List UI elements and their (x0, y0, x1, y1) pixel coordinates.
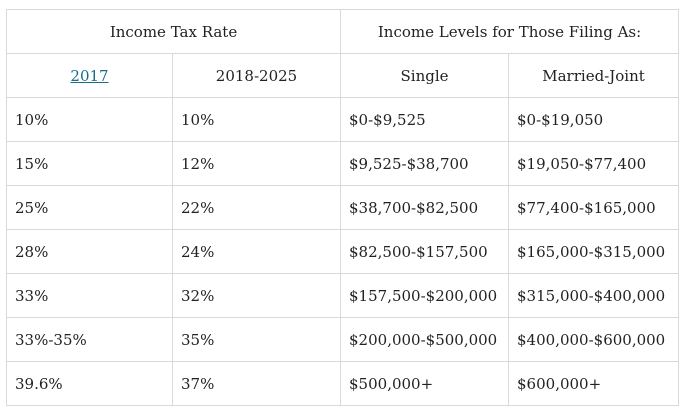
cell-married-joint: $315,000-$400,000 (509, 274, 679, 318)
cell-rate-2018: 24% (173, 230, 341, 274)
cell-rate-2018: 10% (173, 98, 341, 142)
cell-married-joint: $600,000+ (509, 362, 679, 406)
cell-rate-2018: 32% (173, 274, 341, 318)
header-income-tax-rate: Income Tax Rate (7, 10, 341, 54)
cell-single: $157,500-$200,000 (341, 274, 509, 318)
cell-rate-2017: 33%-35% (7, 318, 173, 362)
table-row (7, 142, 679, 186)
cell-married-joint: $0-$19,050 (509, 98, 679, 142)
tax-rate-table (6, 9, 679, 406)
table-row (7, 362, 679, 406)
cell-married-joint: $77,400-$165,000 (509, 186, 679, 230)
cell-rate-2017: 28% (7, 230, 173, 274)
header-2017[interactable] (7, 54, 173, 98)
cell-single: $82,500-$157,500 (341, 230, 509, 274)
cell-married-joint: $19,050-$77,400 (509, 142, 679, 186)
table-row (7, 318, 679, 362)
link-2017[interactable]: 2017 (70, 66, 109, 85)
table-row (7, 230, 679, 274)
cell-rate-2018: 37% (173, 362, 341, 406)
cell-rate-2017: 10% (7, 98, 173, 142)
cell-single: $9,525-$38,700 (341, 142, 509, 186)
cell-single: $38,700-$82,500 (341, 186, 509, 230)
header-income-levels: Income Levels for Those Filing As: (341, 10, 679, 54)
table-row (7, 98, 679, 142)
cell-rate-2017: 33% (7, 274, 173, 318)
cell-rate-2018: 12% (173, 142, 341, 186)
header-2018-2025: 2018-2025 (173, 54, 341, 98)
group-header-row (7, 10, 679, 54)
table-row (7, 186, 679, 230)
table-row (7, 274, 679, 318)
cell-single: $500,000+ (341, 362, 509, 406)
cell-rate-2017: 25% (7, 186, 173, 230)
cell-rate-2017: 39.6% (7, 362, 173, 406)
cell-single: $200,000-$500,000 (341, 318, 509, 362)
tax-rate-table-container (6, 9, 679, 406)
cell-rate-2017: 15% (7, 142, 173, 186)
cell-single: $0-$9,525 (341, 98, 509, 142)
cell-rate-2018: 22% (173, 186, 341, 230)
header-married-joint: Married-Joint (509, 54, 679, 98)
column-header-row (7, 54, 679, 98)
cell-married-joint: $400,000-$600,000 (509, 318, 679, 362)
cell-married-joint: $165,000-$315,000 (509, 230, 679, 274)
header-single: Single (341, 54, 509, 98)
cell-rate-2018: 35% (173, 318, 341, 362)
